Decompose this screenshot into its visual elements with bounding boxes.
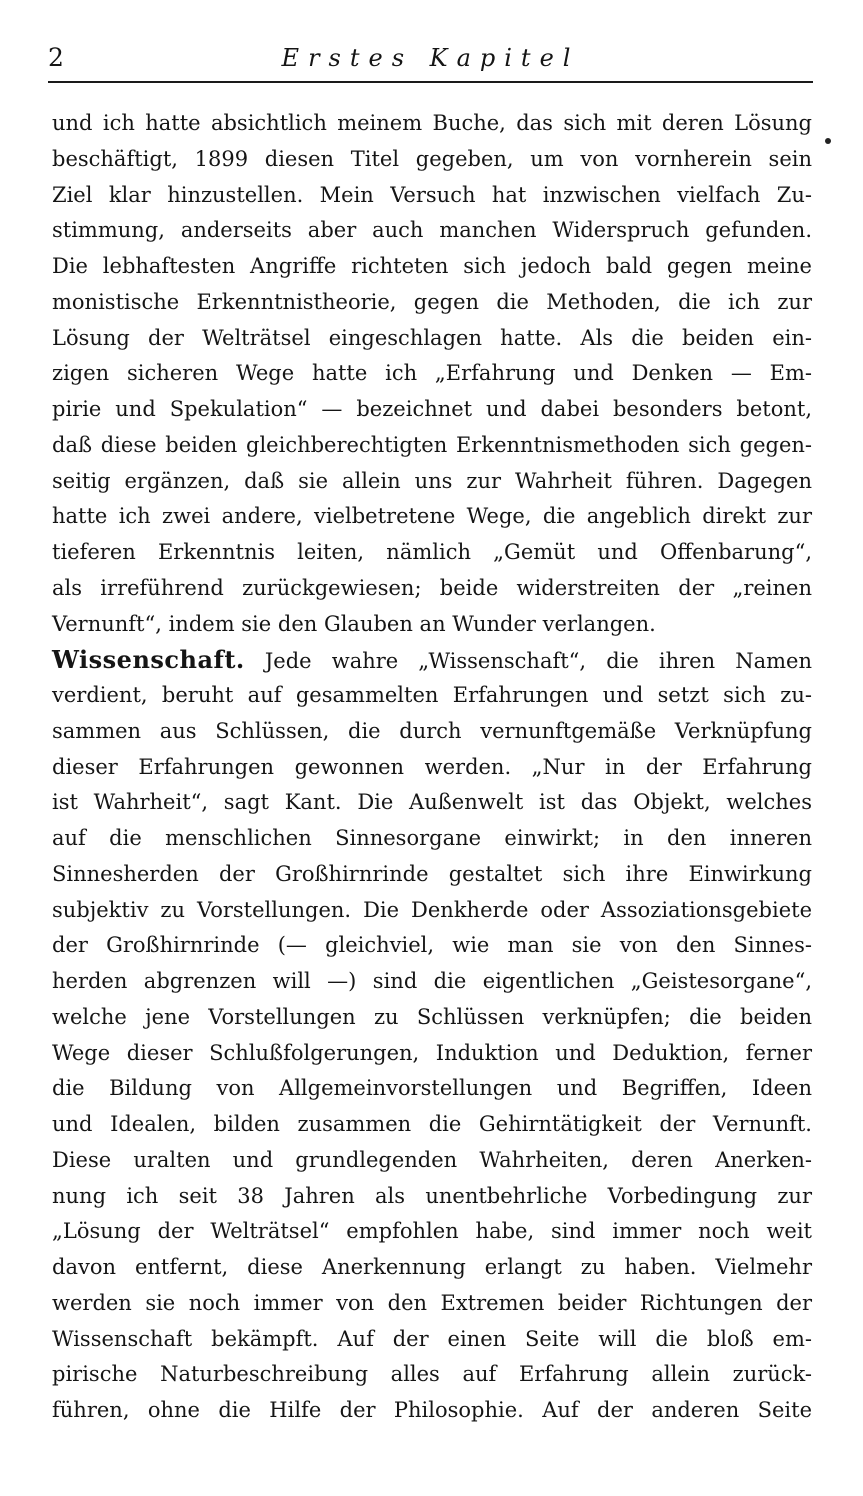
text-line: Lösung der Welträtsel eingeschlagen hatte. Als die beiden ein- bbox=[52, 325, 812, 350]
section-first-line-text: Jede wahre „Wissenschaft“, die ihren Namen bbox=[264, 649, 812, 674]
text-line: daß diese beiden gleichberechtigten Erkenntnismethoden sich gegen- bbox=[52, 432, 812, 457]
text-line: werden sie noch immer von den Extremen beider Richtungen der bbox=[52, 1290, 812, 1315]
text-line: beschäftigt, 1899 diesen Titel gegeben, um von vornherein sein bbox=[52, 146, 812, 171]
running-title: Erstes Kapitel bbox=[281, 44, 580, 72]
text-line: „Lösung der Welträtsel“ empfohlen habe, sind immer noch weit bbox=[52, 1219, 812, 1244]
section-first-line bbox=[52, 642, 812, 678]
text-line: tieferen Erkenntnis leiten, nämlich „Gemüt und Offenbarung“, bbox=[52, 540, 812, 564]
text-line: subjektiv zu Vorstellungen. Die Denkherde oder Assoziationsgebiete bbox=[52, 897, 812, 922]
text-line: Wissenschaft bekämpft. Auf der einen Seite will die bloß em- bbox=[52, 1326, 812, 1351]
ink-speck bbox=[825, 138, 831, 144]
text-line: welche jene Vorstellungen zu Schlüssen verknüpfen; die beiden bbox=[52, 1004, 812, 1029]
text-line: herden abgrenzen will —) sind die eigentlichen „Geistesorgane“, bbox=[52, 969, 812, 993]
text-line: Diese uralten und grundlegenden Wahrheiten, deren Anerken- bbox=[52, 1147, 812, 1172]
text-line: hatte ich zwei andere, vielbetretene Wege, die angeblich direkt zur bbox=[52, 504, 812, 529]
text-line: die Bildung von Allgemeinvorstellungen und Begriffen, Ideen bbox=[52, 1076, 812, 1101]
text-line: verdient, beruht auf gesammelten Erfahrungen und setzt sich zu- bbox=[52, 683, 812, 707]
text-line: Vernunft“, indem sie den Glauben an Wunder verlangen. bbox=[52, 611, 656, 636]
text-line: Die lebhaftesten Angriffe richteten sich jedoch bald gegen meine bbox=[52, 254, 812, 278]
text-line: ist Wahrheit“, sagt Kant. Die Außenwelt ist das Objekt, welches bbox=[52, 790, 812, 815]
text-line: auf die menschlichen Sinnesorgane einwirkt; in den inneren bbox=[52, 826, 812, 850]
text-line: zigen sicheren Wege hatte ich „Erfahrung und Denken — Em- bbox=[52, 361, 812, 386]
text-line: der Großhirnrinde (— gleichviel, wie man sie von den Sinnes- bbox=[52, 933, 812, 958]
header-rule bbox=[48, 81, 813, 83]
text-line: und ich hatte absichtlich meinem Buche, das sich mit deren Lösung bbox=[52, 111, 812, 135]
text-line: seitig ergänzen, daß sie allein uns zur Wahrheit führen. Dagegen bbox=[52, 468, 812, 493]
text-line: Wege dieser Schlußfolgerungen, Induktion und Deduktion, ferner bbox=[52, 1040, 812, 1065]
text-line: pirie und Spekulation“ — bezeichnet und dabei besonders betont, bbox=[52, 397, 812, 421]
text-line: monistische Erkenntnistheorie, gegen die Methoden, die ich zur bbox=[52, 289, 812, 314]
text-line: und Idealen, bilden zusammen die Gehirntätigkeit der Vernunft. bbox=[52, 1112, 812, 1136]
text-line: dieser Erfahrungen gewonnen werden. „Nur in der Erfahrung bbox=[52, 754, 812, 779]
text-line: Sinnesherden der Großhirnrinde gestaltet sich ihre Einwirkung bbox=[52, 861, 812, 886]
text-line: führen, ohne die Hilfe der Philosophie. Auf der anderen Seite bbox=[52, 1398, 812, 1422]
text-line: als irreführend zurückgewiesen; beide widerstreiten der „reinen bbox=[52, 575, 812, 600]
page-header bbox=[48, 40, 813, 80]
section-heading: Wissenschaft. bbox=[52, 645, 245, 675]
body-text bbox=[52, 106, 812, 1429]
page-number: 2 bbox=[48, 43, 64, 72]
text-line: pirische Naturbeschreibung alles auf Erfahrung allein zurück- bbox=[52, 1362, 812, 1387]
text-line: nung ich seit 38 Jahren als unentbehrliche Vorbedingung zur bbox=[52, 1183, 812, 1208]
text-line: sammen aus Schlüssen, die durch vernunftgemäße Verknüpfung bbox=[52, 718, 812, 743]
text-line: davon entfernt, diese Anerkennung erlangt zu haben. Vielmehr bbox=[52, 1255, 812, 1279]
text-line: Ziel klar hinzustellen. Mein Versuch hat inzwischen vielfach Zu- bbox=[52, 182, 812, 207]
text-line: stimmung, anderseits aber auch manchen Widerspruch gefunden. bbox=[52, 218, 812, 243]
